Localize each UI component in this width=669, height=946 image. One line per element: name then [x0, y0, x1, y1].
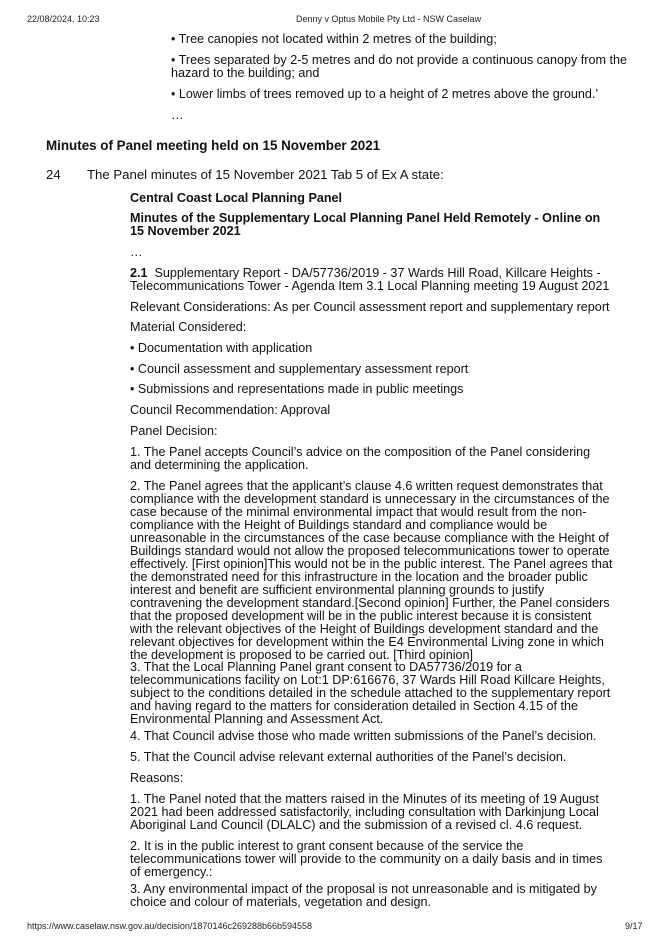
- panel-name: Central Coast Local Planning Panel: [130, 191, 343, 205]
- reason-item: 1. The Panel noted that the matters raised in the Minutes of its meeting of 19 August 2021 had been addressed satisfactorily, including consultation with Darkinjung Local Aboriginal Land Council (DLALC) and the submission of a revised cl. 4.6 request.: [130, 792, 599, 832]
- reason-item: 3. Any environmental impact of the proposal is not unreasonable and is mitigated by choice and colour of materials, vegetation and design.: [130, 882, 597, 909]
- material-heading: Material Considered:: [130, 320, 247, 334]
- material-item: • Documentation with application: [130, 341, 313, 355]
- section-heading: Minutes of Panel meeting held on 15 November 2021: [46, 138, 381, 153]
- decision-item: 4. That Council advise those who made written submissions of the Panel’s decision.: [130, 729, 597, 743]
- reason-item: 2. It is in the public interest to grant consent because of the service the telecommunications tower will provide to the community on a daily basis and in times of emergency.:: [130, 839, 603, 879]
- agenda-item: [130, 267, 614, 293]
- material-item: • Council assessment and supplementary assessment report: [130, 362, 469, 376]
- paragraph-number: 24: [46, 167, 61, 182]
- quote-bullet: • Trees separated by 2-5 metres and do not provide a continuous canopy from the hazard to the building; and: [171, 53, 627, 80]
- material-item: • Submissions and representations made in public meetings: [130, 382, 464, 396]
- print-page-title: Denny v Optus Mobile Pty Ltd - NSW Caselaw: [296, 14, 482, 24]
- decision-heading: Panel Decision:: [130, 424, 218, 438]
- item-text: Supplementary Report - DA/57736/2019 - 37 Wards Hill Road, Killcare Heights - Telecommunications Tower - Agenda Item 3.1 Local Planning meeting 19 August 2021: [130, 266, 610, 293]
- decision-item: 1. The Panel accepts Council’s advice on the composition of the Panel considering and determining the application.: [130, 445, 591, 472]
- meeting-title: Minutes of the Supplementary Local Planning Panel Held Remotely - Online on 15 November 2021: [130, 211, 601, 238]
- quote-bullet: • Lower limbs of trees removed up to a height of 2 metres above the ground.’: [171, 87, 599, 101]
- paragraph-text: The Panel minutes of 15 November 2021 Tab 5 of Ex A state:: [87, 167, 444, 182]
- reasons-heading: Reasons:: [130, 771, 184, 785]
- item-number: 2.1: [130, 266, 148, 280]
- relevant-considerations: Relevant Considerations: As per Council assessment report and supplementary report: [130, 300, 610, 314]
- minutes-ellipsis: …: [130, 245, 143, 259]
- page-number: 9/17: [625, 921, 643, 931]
- decision-item: 5. That the Council advise relevant external authorities of the Panel’s decision.: [130, 750, 567, 764]
- footer-url[interactable]: https://www.caselaw.nsw.gov.au/decision/1870146c269288b66b594558: [27, 921, 313, 931]
- decision-item: 3. That the Local Planning Panel grant consent to DA57736/2019 for a telecommunications facility on Lot:1 DP:616676, 37 Wards Hill Road Killcare Heights, subject to the conditions detailed in the schedule attached to the supplementary report and having regard to the matters for consideration detailed in Section 4.15 of the Environmental Planning and Assessment Act.: [130, 660, 611, 726]
- quote-ellipsis: …: [171, 108, 184, 122]
- quote-bullet: • Tree canopies not located within 2 metres of the building;: [171, 32, 497, 46]
- print-datetime: 22/08/2024, 10:23: [27, 14, 100, 24]
- council-recommendation: Council Recommendation: Approval: [130, 403, 331, 417]
- decision-item: 2. The Panel agrees that the applicant’s clause 4.6 written request demonstrates that compliance with the development standard is unnecessary in the circumstances of the case because of the minimal environmental impact that would result from the non-compliance with the Height of Buildings standard and compliance would be unreasonable in the circumstances of the case because compliance with the Height of Buildings standard would not allow the proposed telecommunications tower to operate effectively. [First opinion]This would not be in the public interest. The Panel agrees that the demonstrated need for this infrastructure in the location and the broader public interest and benefit are sufficient environmental planning grounds to justify contravening the development standard.[Second opinion] Further, the Panel considers that the proposed development will be in the public interest because it is consistent with the relevant objectives of the Height of Buildings development standard and the relevant objectives for development within the E4 Environmental Living zone in which the development is proposed to be carried out. [Third opinion]: [130, 479, 613, 662]
